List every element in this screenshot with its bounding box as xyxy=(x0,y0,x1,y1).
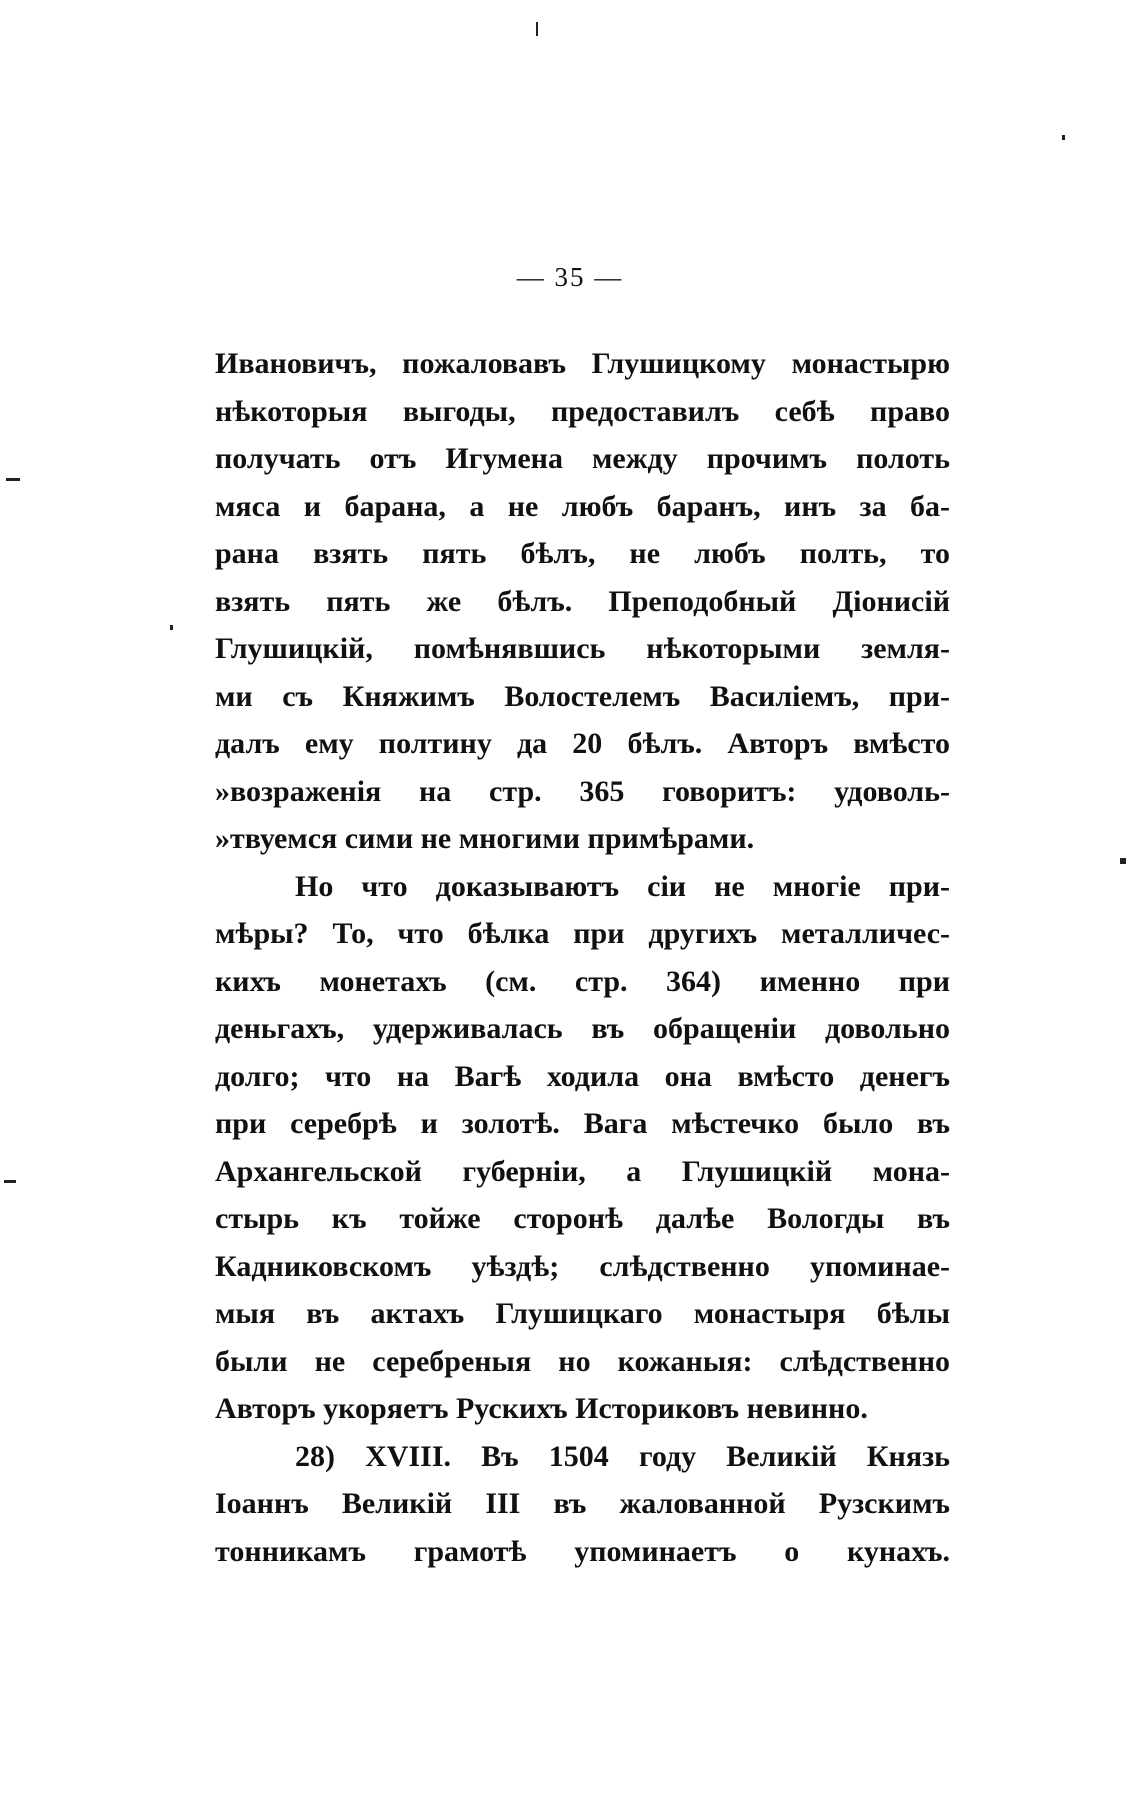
text-line: нѣкоторыя выгоды, предоставилъ себѣ право xyxy=(215,394,950,428)
text-line: мяса и барана, а не любъ баранъ, инъ за ба- xyxy=(215,489,950,523)
scan-speck xyxy=(1062,135,1065,140)
text-line: рана взять пять бѣлъ, не любъ полть, то xyxy=(215,537,950,570)
scan-speck xyxy=(6,478,20,481)
text-line: получать отъ Игумена между прочимъ полоть xyxy=(215,442,950,475)
page-number: — 35 — xyxy=(516,262,624,292)
text-line: взять пять же бѣлъ. Преподобный Діонисій xyxy=(215,584,950,618)
text-line: далъ ему полтину да 20 бѣлъ. Авторъ вмѣсто xyxy=(215,727,950,760)
text-line: были не серебреныя но кожаныя: слѣдственно xyxy=(215,1344,950,1378)
text-line: Глушицкій, помѣнявшись нѣкоторыми земля- xyxy=(215,632,950,665)
scan-speck xyxy=(1120,858,1126,864)
text-line: »возраженія на стр. 365 говоритъ: удоволь- xyxy=(215,774,950,808)
text-line: мыя въ актахъ Глушицкаго монастыря бѣлы xyxy=(215,1297,950,1330)
text-line: »твуемся сими не многими примѣрами. xyxy=(215,822,755,855)
text-line: кихъ монетахъ (см. стр. 364) именно при xyxy=(215,964,950,998)
scan-speck xyxy=(4,1180,16,1183)
paragraph-start-line: 28) XVIII. Въ 1504 году Великій Князь xyxy=(295,1439,950,1473)
text-line: Ивановичъ, пожаловавъ Глушицкому монастырю xyxy=(215,347,950,380)
paragraph-start-line: Но что доказываютъ сіи не многіе при- xyxy=(295,869,950,903)
text-line: ми съ Княжимъ Волостелемъ Василіемъ, при- xyxy=(215,679,950,713)
body-text xyxy=(215,340,950,1575)
text-line: мѣры? То, что бѣлка при другихъ металличес- xyxy=(215,917,950,950)
text-line: Авторъ укоряетъ Рускихъ Историковъ невинно. xyxy=(215,1392,868,1425)
text-line: деньгахъ, удерживалась въ обращеніи довольно xyxy=(215,1012,950,1045)
text-line: долго; что на Вагѣ ходила она вмѣсто денегъ xyxy=(215,1059,950,1093)
scan-speck xyxy=(536,22,538,36)
scan-speck xyxy=(170,625,173,630)
text-line: стырь къ тойже сторонѣ далѣе Вологды въ xyxy=(215,1202,950,1235)
text-line: Архангельской губерніи, а Глушицкій мона- xyxy=(215,1154,950,1188)
text-line: при серебрѣ и золотѣ. Вага мѣстечко было въ xyxy=(215,1107,950,1140)
text-line: Іоаннъ Великій III въ жалованной Рузскимъ xyxy=(215,1487,950,1520)
text-line: Кадниковскомъ уѣздѣ; слѣдственно упоминае- xyxy=(215,1249,950,1283)
text-line: тонникамъ грамотѣ упоминаетъ о кунахъ. xyxy=(215,1534,950,1568)
